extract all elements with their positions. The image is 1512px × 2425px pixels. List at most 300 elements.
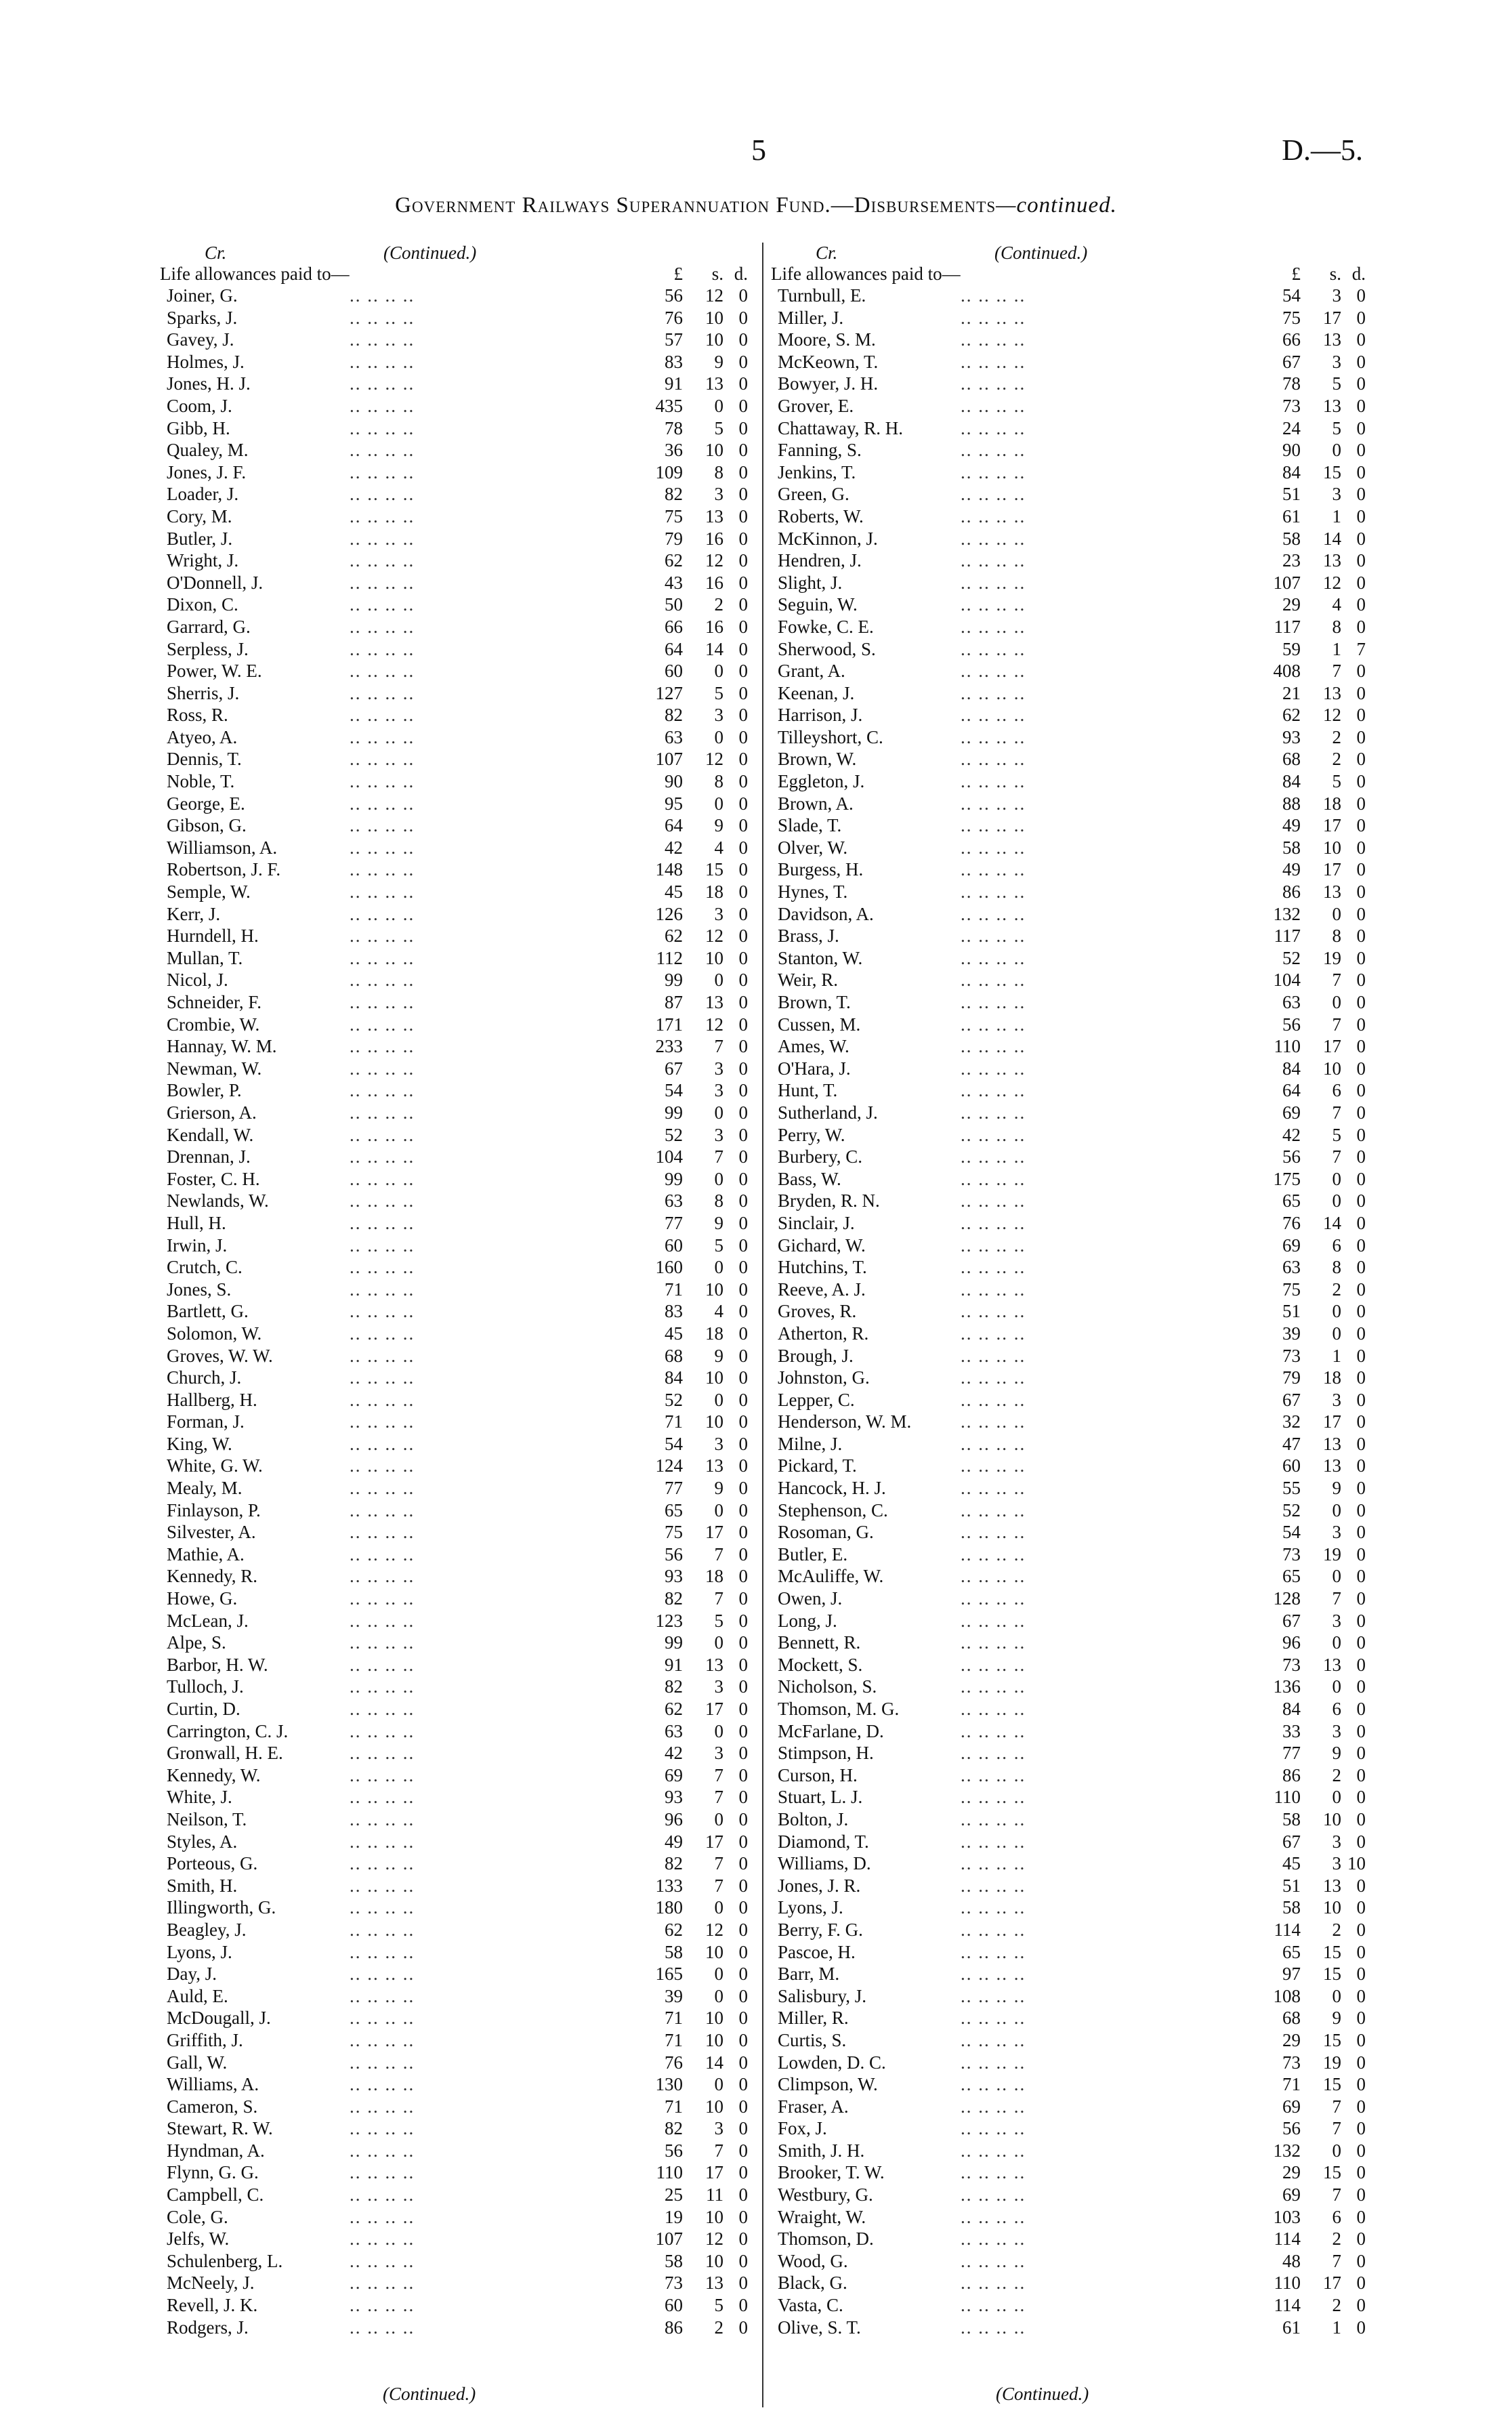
amount xyxy=(627,1079,749,1101)
amount-pence: 0 xyxy=(738,661,748,682)
payee-name: Berry, F. G. xyxy=(778,1919,863,1940)
amount-pounds: 114 xyxy=(1274,1919,1301,1940)
amount-shillings: 0 xyxy=(1332,440,1341,461)
amount xyxy=(1245,947,1367,969)
table-row xyxy=(771,1124,1367,1146)
payee-name: Kendall, W. xyxy=(167,1124,254,1145)
leader-dots: .. .. .. .. xyxy=(961,970,1026,991)
amount-pounds: 56 xyxy=(665,285,683,306)
amount xyxy=(627,2029,749,2051)
amount-pounds: 62 xyxy=(665,1699,683,1719)
amount-shillings: 0 xyxy=(714,1897,723,1918)
amount-shillings: 1 xyxy=(1332,2317,1341,2338)
amount-shillings: 9 xyxy=(714,1478,723,1499)
amount-shillings: 7 xyxy=(1332,2118,1341,2139)
amount-pounds: 39 xyxy=(665,1985,683,2006)
amount-pence: 0 xyxy=(738,1588,748,1609)
amount-pence: 0 xyxy=(738,616,748,637)
leader-dots: .. .. .. .. xyxy=(350,1257,415,1278)
amount-pence: 0 xyxy=(738,1455,748,1476)
amount xyxy=(1245,1543,1367,1565)
table-row xyxy=(771,329,1367,351)
payee-name: Foster, C. H. xyxy=(167,1168,260,1189)
table-row xyxy=(160,1632,749,1654)
amount-pence: 0 xyxy=(738,1964,748,1985)
paid-to-label: Life allowances paid to— xyxy=(160,264,350,284)
amount xyxy=(627,1610,749,1632)
amount-shillings: 3 xyxy=(714,484,723,505)
amount-pounds: 71 xyxy=(665,1279,683,1300)
payee-name: Revell, J. K. xyxy=(167,2295,258,2316)
amount-pounds: 33 xyxy=(1282,1720,1301,1741)
amount xyxy=(1245,329,1367,350)
amount-pence: 0 xyxy=(738,461,748,482)
table-row xyxy=(771,2206,1367,2229)
amount-pounds: 71 xyxy=(665,2029,683,2050)
amount-pence: 0 xyxy=(738,682,748,703)
amount-pounds: 123 xyxy=(655,1610,683,1631)
leader-dots: .. .. .. .. xyxy=(961,594,1026,615)
amount-shillings: 3 xyxy=(714,1080,723,1101)
payee-name: Curtis, S. xyxy=(778,2029,847,2050)
amount-shillings: 0 xyxy=(714,1808,723,1829)
amount-pounds: 19 xyxy=(665,2206,683,2227)
leader-dots: .. .. .. .. xyxy=(961,2317,1026,2338)
amount-pounds: 73 xyxy=(665,2273,683,2294)
amount-pounds: 56 xyxy=(1282,1146,1301,1167)
table-row xyxy=(771,2117,1367,2140)
amount-pence: 0 xyxy=(738,1323,748,1344)
amount xyxy=(1245,1610,1367,1632)
table-row xyxy=(771,770,1367,793)
table-row xyxy=(160,903,749,926)
table-row xyxy=(160,1852,749,1875)
table-row xyxy=(771,285,1367,307)
amount-pounds: 24 xyxy=(1282,417,1301,438)
amount-pounds: 104 xyxy=(1273,970,1301,991)
amount-shillings: 5 xyxy=(1332,417,1341,438)
leader-dots: .. .. .. .. xyxy=(350,1985,415,2006)
amount-shillings: 19 xyxy=(1323,1543,1341,1564)
amount-pounds: 73 xyxy=(1282,1654,1301,1675)
table-row xyxy=(160,1035,749,1058)
amount-pence: 0 xyxy=(738,2184,748,2205)
amount-shillings: 3 xyxy=(1332,1831,1341,1852)
payee-name: Howe, G. xyxy=(167,1588,238,1609)
table-row xyxy=(771,1235,1367,1257)
amount-shillings: 0 xyxy=(714,1389,723,1410)
leader-dots: .. .. .. .. xyxy=(350,2250,415,2271)
amount-pounds: 130 xyxy=(655,2074,683,2095)
credit-label: Cr. xyxy=(205,243,227,263)
leader-dots: .. .. .. .. xyxy=(350,1080,415,1101)
amount-pounds: 97 xyxy=(1282,1964,1301,1985)
amount-pence: 0 xyxy=(738,1831,748,1852)
amount-shillings: 7 xyxy=(714,1588,723,1609)
payee-name: Semple, W. xyxy=(167,882,251,903)
document-title xyxy=(0,193,1512,218)
amount xyxy=(627,1897,749,1918)
amount-pence: 0 xyxy=(738,1080,748,1101)
payee-name: Pascoe, H. xyxy=(778,1941,856,1962)
payee-name: Moore, S. M. xyxy=(778,329,876,350)
table-row xyxy=(160,1124,749,1146)
payee-name: Robertson, J. F. xyxy=(167,859,281,880)
table-row xyxy=(771,351,1367,373)
amount-shillings: 13 xyxy=(1323,329,1341,350)
amount-shillings: 3 xyxy=(714,903,723,924)
leader-dots: .. .. .. .. xyxy=(961,1632,1026,1653)
table-row xyxy=(160,1764,749,1787)
amount-shillings: 10 xyxy=(705,307,723,328)
leader-dots: .. .. .. .. xyxy=(961,638,1026,659)
amount-pounds: 23 xyxy=(1282,550,1301,571)
leader-dots: .. .. .. .. xyxy=(961,749,1026,770)
amount-pence: 0 xyxy=(1356,1190,1366,1211)
amount-pence: 0 xyxy=(738,2140,748,2161)
leader-dots: .. .. .. .. xyxy=(961,1588,1026,1609)
payee-name: Atherton, R. xyxy=(778,1323,869,1344)
payee-name: Black, G. xyxy=(778,2273,847,2294)
amount-pence: 0 xyxy=(1356,373,1366,394)
amount-pounds: 107 xyxy=(655,749,683,770)
amount xyxy=(627,858,749,880)
leader-dots: .. .. .. .. xyxy=(961,1787,1026,1808)
table-row xyxy=(160,1345,749,1367)
amount-pounds: 58 xyxy=(1282,1808,1301,1829)
leader-dots: .. .. .. .. xyxy=(350,351,415,372)
leader-dots: .. .. .. .. xyxy=(350,1787,415,1808)
amount-pounds: 88 xyxy=(1282,793,1301,814)
amount-pence: 0 xyxy=(738,1036,748,1057)
amount xyxy=(627,793,749,814)
amount xyxy=(1245,903,1367,925)
amount xyxy=(627,925,749,947)
table-row xyxy=(771,2317,1367,2339)
payee-name: Flynn, G. G. xyxy=(167,2162,259,2183)
amount-shillings: 3 xyxy=(1332,1389,1341,1410)
payee-name: Williams, D. xyxy=(778,1853,871,1874)
amount-pounds: 99 xyxy=(665,970,683,991)
amount-pounds: 67 xyxy=(1282,1831,1301,1852)
table-row xyxy=(160,395,749,417)
payee-name: Groves, W. W. xyxy=(167,1345,273,1366)
payee-name: Jenkins, T. xyxy=(778,461,856,482)
amount-shillings: 7 xyxy=(1332,1146,1341,1167)
table-row xyxy=(160,2294,749,2317)
leader-dots: .. .. .. .. xyxy=(961,682,1026,703)
amount xyxy=(627,616,749,638)
payee-name: Drennan, J. xyxy=(167,1146,251,1167)
amount-shillings: 0 xyxy=(1332,1676,1341,1697)
leader-dots: .. .. .. .. xyxy=(961,1919,1026,1940)
amount-pounds: 148 xyxy=(655,859,683,880)
payee-name: Lowden, D. C. xyxy=(778,2052,886,2073)
leader-dots: .. .. .. .. xyxy=(350,1124,415,1145)
amount xyxy=(1245,1808,1367,1830)
payee-name: Sherwood, S. xyxy=(778,638,876,659)
payee-name: Serpless, J. xyxy=(167,638,249,659)
amount-pounds: 86 xyxy=(1282,882,1301,903)
amount-shillings: 13 xyxy=(705,1654,723,1675)
amount xyxy=(627,572,749,594)
amount xyxy=(1245,483,1367,505)
amount-pounds: 43 xyxy=(665,572,683,593)
amount-pounds: 124 xyxy=(655,1455,683,1476)
amount-pounds: 160 xyxy=(655,1257,683,1278)
payee-name: Bartlett, G. xyxy=(167,1301,249,1322)
amount xyxy=(627,1543,749,1565)
amount-shillings: 2 xyxy=(1332,2229,1341,2250)
column-divider xyxy=(762,243,763,2407)
amount-shillings: 7 xyxy=(1332,2096,1341,2117)
payee-name: Brass, J. xyxy=(778,926,839,947)
amount-pence: 0 xyxy=(738,1610,748,1631)
leader-dots: .. .. .. .. xyxy=(350,1699,415,1719)
amount-shillings: 5 xyxy=(714,1235,723,1256)
amount-shillings: 5 xyxy=(714,682,723,703)
amount xyxy=(627,903,749,925)
amount-shillings: 3 xyxy=(714,705,723,726)
amount xyxy=(1245,1279,1367,1300)
table-row xyxy=(160,483,749,505)
table-row xyxy=(771,682,1367,705)
amount-pence: 0 xyxy=(1356,1522,1366,1543)
leader-dots: .. .. .. .. xyxy=(961,947,1026,968)
leader-dots: .. .. .. .. xyxy=(961,1941,1026,1962)
payee-name: Gibb, H. xyxy=(167,417,230,438)
leader-dots: .. .. .. .. xyxy=(961,2008,1026,2029)
leader-dots: .. .. .. .. xyxy=(350,616,415,637)
payee-name: Smith, H. xyxy=(167,1875,238,1896)
amount-pounds: 62 xyxy=(665,550,683,571)
leader-dots: .. .. .. .. xyxy=(350,903,415,924)
payee-name: Barr, M. xyxy=(778,1964,840,1985)
amount-shillings: 10 xyxy=(705,2008,723,2029)
table-row xyxy=(160,1897,749,1919)
amount-pounds: 91 xyxy=(665,1654,683,1675)
leader-dots: .. .. .. .. xyxy=(350,1345,415,1366)
amount-pounds: 84 xyxy=(665,1367,683,1388)
leader-dots: .. .. .. .. xyxy=(961,1522,1026,1543)
payee-name: Day, J. xyxy=(167,1964,217,1985)
amount-pounds: 67 xyxy=(1282,351,1301,372)
leader-dots: .. .. .. .. xyxy=(350,793,415,814)
amount-shillings: 0 xyxy=(1332,1566,1341,1587)
amount-pence: 10 xyxy=(1347,1853,1366,1874)
table-row xyxy=(771,2096,1367,2118)
table-row xyxy=(160,351,749,373)
amount-pence: 0 xyxy=(1356,661,1366,682)
amount xyxy=(1245,2117,1367,2139)
amount xyxy=(1245,1698,1367,1720)
amount-shillings: 12 xyxy=(705,285,723,306)
payee-name: Stimpson, H. xyxy=(778,1743,874,1764)
amount-pence: 0 xyxy=(1356,1588,1366,1609)
right-footer-continued: (Continued.) xyxy=(996,2384,1089,2404)
amount-pence: 0 xyxy=(738,2273,748,2294)
amount-pence: 0 xyxy=(738,1014,748,1035)
amount xyxy=(627,704,749,726)
amount-shillings: 7 xyxy=(714,1787,723,1808)
amount-pounds: 103 xyxy=(1273,2206,1301,2227)
amount-shillings: 0 xyxy=(1332,903,1341,924)
leader-dots: .. .. .. .. xyxy=(350,970,415,991)
amount-pounds: 60 xyxy=(665,1235,683,1256)
table-row xyxy=(771,1786,1367,1808)
amount xyxy=(1245,2184,1367,2205)
payee-name: Atyeo, A. xyxy=(167,726,238,747)
amount-pounds: 110 xyxy=(1274,1036,1301,1057)
right-column-header xyxy=(771,243,1367,264)
table-row xyxy=(771,1941,1367,1964)
amount-pence: 0 xyxy=(738,505,748,526)
leader-dots: .. .. .. .. xyxy=(961,1345,1026,1366)
payee-name: Bowler, P. xyxy=(167,1080,242,1101)
amount-pounds: 128 xyxy=(1273,1588,1301,1609)
amount-pence: 0 xyxy=(1356,505,1366,526)
table-row xyxy=(160,417,749,440)
amount-pounds: 32 xyxy=(1282,1411,1301,1432)
amount-pence: 0 xyxy=(738,1985,748,2006)
amount-pounds: 83 xyxy=(665,351,683,372)
amount xyxy=(627,1676,749,1697)
amount xyxy=(627,1124,749,1146)
leader-dots: .. .. .. .. xyxy=(350,2096,415,2117)
table-row xyxy=(160,1808,749,1831)
amount-pounds: 69 xyxy=(1282,1102,1301,1123)
amount-pence: 0 xyxy=(1356,1985,1366,2006)
amount xyxy=(627,2073,749,2095)
table-row xyxy=(160,2228,749,2250)
amount-shillings: 9 xyxy=(714,815,723,836)
amount-pence: 0 xyxy=(1356,484,1366,505)
amount xyxy=(627,1212,749,1234)
leader-dots: .. .. .. .. xyxy=(350,285,415,306)
amount-shillings: 8 xyxy=(1332,616,1341,637)
amount-pounds: 180 xyxy=(655,1897,683,1918)
amount-pence: 0 xyxy=(1356,1235,1366,1256)
amount xyxy=(627,1588,749,1609)
amount xyxy=(1245,550,1367,571)
amount-shillings: 3 xyxy=(714,1124,723,1145)
leader-dots: .. .. .. .. xyxy=(350,373,415,394)
amount-pence: 0 xyxy=(1356,1014,1366,1035)
amount-shillings: 13 xyxy=(1323,882,1341,903)
amount xyxy=(1245,1632,1367,1653)
table-row xyxy=(160,1300,749,1323)
amount-pence: 0 xyxy=(738,1654,748,1675)
table-row xyxy=(771,1720,1367,1743)
payee-name: Groves, R. xyxy=(778,1301,857,1322)
table-row xyxy=(771,748,1367,770)
payee-name: Qualey, M. xyxy=(167,440,249,461)
leader-dots: .. .. .. .. xyxy=(350,1323,415,1344)
payee-name: Mealy, M. xyxy=(167,1478,243,1499)
amount xyxy=(627,1433,749,1455)
table-row xyxy=(771,1035,1367,1058)
leader-dots: .. .. .. .. xyxy=(961,1808,1026,1829)
table-row xyxy=(160,307,749,329)
amount-pounds: 68 xyxy=(1282,749,1301,770)
amount-shillings: 0 xyxy=(1332,1323,1341,1344)
amount-pence: 0 xyxy=(738,1478,748,1499)
amount xyxy=(1245,1588,1367,1609)
amount-pounds: 75 xyxy=(1282,307,1301,328)
amount-shillings: 13 xyxy=(1323,550,1341,571)
payee-name: Jones, J. F. xyxy=(167,461,247,482)
amount xyxy=(1245,1168,1367,1190)
table-row xyxy=(160,1654,749,1676)
amount xyxy=(1245,969,1367,991)
amount-shillings: 10 xyxy=(705,1411,723,1432)
payee-name: Cussen, M. xyxy=(778,1014,861,1035)
leader-dots: .. .. .. .. xyxy=(350,1543,415,1564)
payee-name: Bowyer, J. H. xyxy=(778,373,879,394)
amount xyxy=(1245,1499,1367,1521)
amount-shillings: 0 xyxy=(1332,1985,1341,2006)
leader-dots: .. .. .. .. xyxy=(961,417,1026,438)
amount xyxy=(627,1831,749,1852)
amount xyxy=(1245,638,1367,660)
leader-dots: .. .. .. .. xyxy=(350,2118,415,2139)
leader-dots: .. .. .. .. xyxy=(350,1941,415,1962)
leader-dots: .. .. .. .. xyxy=(350,2317,415,2338)
amount xyxy=(627,2096,749,2117)
payee-name: McFarlane, D. xyxy=(778,1720,884,1741)
leader-dots: .. .. .. .. xyxy=(961,926,1026,947)
amount xyxy=(627,1300,749,1322)
table-row xyxy=(771,572,1367,594)
amount-pence: 0 xyxy=(1356,1323,1366,1344)
table-row xyxy=(771,1654,1367,1676)
table-row xyxy=(771,1323,1367,1345)
amount-shillings: 3 xyxy=(1332,1610,1341,1631)
amount-pence: 0 xyxy=(1356,1897,1366,1918)
table-row xyxy=(160,505,749,528)
payee-name: Bryden, R. N. xyxy=(778,1190,880,1211)
amount xyxy=(627,550,749,571)
amount-pence: 0 xyxy=(738,351,748,372)
amount-pounds: 99 xyxy=(665,1632,683,1653)
amount xyxy=(1245,1256,1367,1278)
leader-dots: .. .. .. .. xyxy=(961,1102,1026,1123)
amount xyxy=(627,528,749,550)
amount xyxy=(1245,2161,1367,2183)
amount-pence: 0 xyxy=(1356,2008,1366,2029)
amount-pence: 0 xyxy=(1356,417,1366,438)
amount-shillings: 10 xyxy=(705,2250,723,2271)
payee-name: Cole, G. xyxy=(167,2206,228,2227)
table-row xyxy=(771,1256,1367,1279)
amount-pence: 0 xyxy=(738,1499,748,1520)
leader-dots: .. .. .. .. xyxy=(961,329,1026,350)
amount xyxy=(627,1411,749,1432)
amount-pounds: 67 xyxy=(1282,1389,1301,1410)
amount xyxy=(627,1963,749,1985)
amount-shillings: 12 xyxy=(705,926,723,947)
amount-pounds: 29 xyxy=(1282,594,1301,615)
amount-pounds: 45 xyxy=(1282,1853,1301,1874)
amount-pence: 0 xyxy=(1356,1257,1366,1278)
amount xyxy=(1245,2250,1367,2272)
amount-pence: 0 xyxy=(1356,1124,1366,1145)
amount xyxy=(1245,2294,1367,2316)
amount-pounds: 86 xyxy=(1282,1764,1301,1785)
payee-name: Forman, J. xyxy=(167,1411,245,1432)
payee-name: Curtin, D. xyxy=(167,1699,240,1719)
table-row xyxy=(771,638,1367,661)
